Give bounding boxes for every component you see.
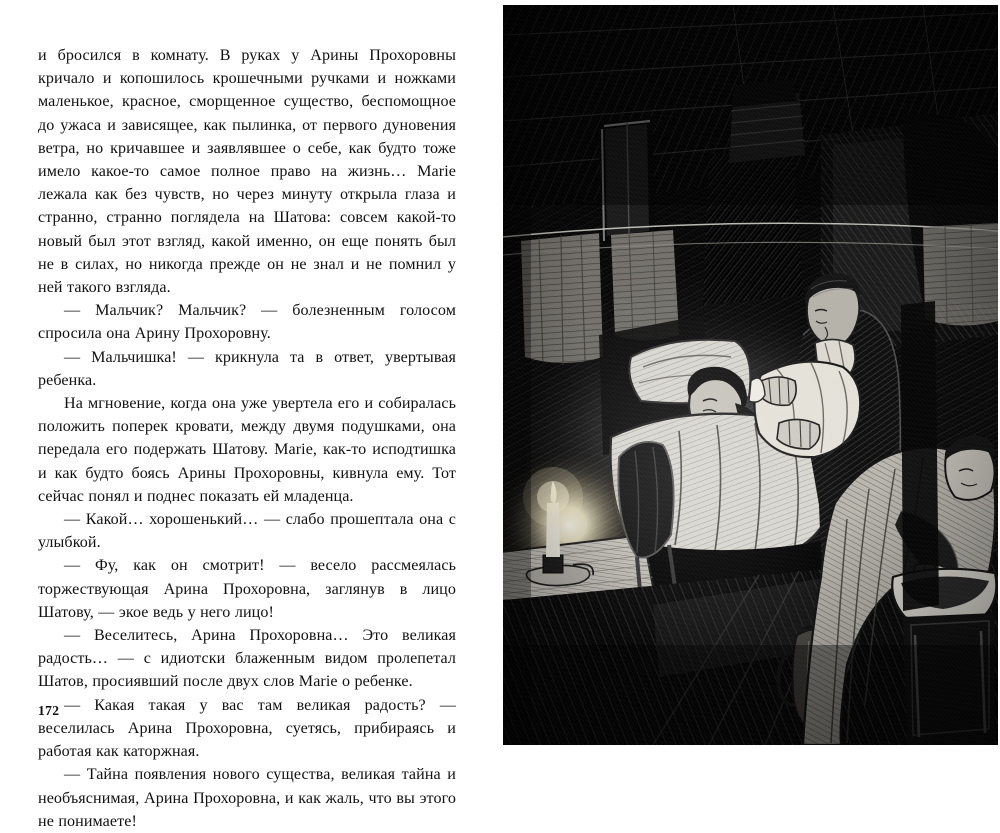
illustration-artwork xyxy=(503,5,998,745)
charcoal-illustration xyxy=(503,5,998,745)
paragraph: — Веселитесь, Арина Прохоровна… Это великая радость… — с идиотски блаженным видом пролепетал Шатов, просиявший после двух слов Marie о ребенке. xyxy=(38,627,456,691)
paragraph: — Какой… хорошенький… — слабо прошептала она с улыбкой. xyxy=(38,511,456,552)
paragraph: — Какая такая у вас там великая радость? — веселилась Арина Прохоровна, суетясь, прибираясь и работая как каторжная. xyxy=(38,696,456,761)
illustration-page xyxy=(500,0,1000,750)
door-post xyxy=(901,301,939,611)
paragraph: — Тайна появления нового существа, великая тайна и необъяснимая, Арина Прохоровна, и как жаль, что вы этого не понимаете! xyxy=(38,766,456,830)
page-number: 172 xyxy=(38,703,60,718)
paragraph: — Мальчишка! — крикнула та в ответ, увертывая ребенка. xyxy=(38,348,456,389)
paragraph: — Мальчик? Мальчик? — болезненным голосом спросила она Арину Прохоровну. xyxy=(38,302,456,343)
top-shade xyxy=(503,5,998,205)
text-page xyxy=(0,0,500,830)
paragraph: На мгновение, когда она уже увертела его и собиралась положить поперек кровати, между двумя подушками, она передала его подержать Шатову. Marie, как-то исподтишка и как будто боясь Арины Прохоровны, кивнула ему. Тот сейчас понял и поднес показать ей младенца. xyxy=(38,395,456,505)
candle-holder xyxy=(543,555,563,573)
bottom-shade xyxy=(503,645,998,745)
paragraph: и бросился в комнату. В руках у Арины Прохоровны кричало и копошилось крошечными ручками и ножками маленькое, красное, сморщенное существо, беспомощное до ужаса и зависящее, как пылинка, от первого дуновения ветра, но кричавшее и заявлявшее о себе, как будто тоже имело какое-то самое полное право на жизнь… Marie лежала как без чувств, но через минуту открыла глаза и странно, странно поглядела на Шатова: совсем какой-то новый был этот взгляд, какой именно, он еще понять был не в силах, но никогда прежде он не знал и не помнил у ней такого взгляда. xyxy=(38,47,456,297)
left-shade xyxy=(503,5,531,745)
paragraph: — Фу, как он смотрит! — весело рассмеялась торжествующая Арина Прохоровна, заглянув в лицо Шатову, — экое ведь у него лицо! xyxy=(38,557,456,621)
body-text-column xyxy=(38,44,456,833)
